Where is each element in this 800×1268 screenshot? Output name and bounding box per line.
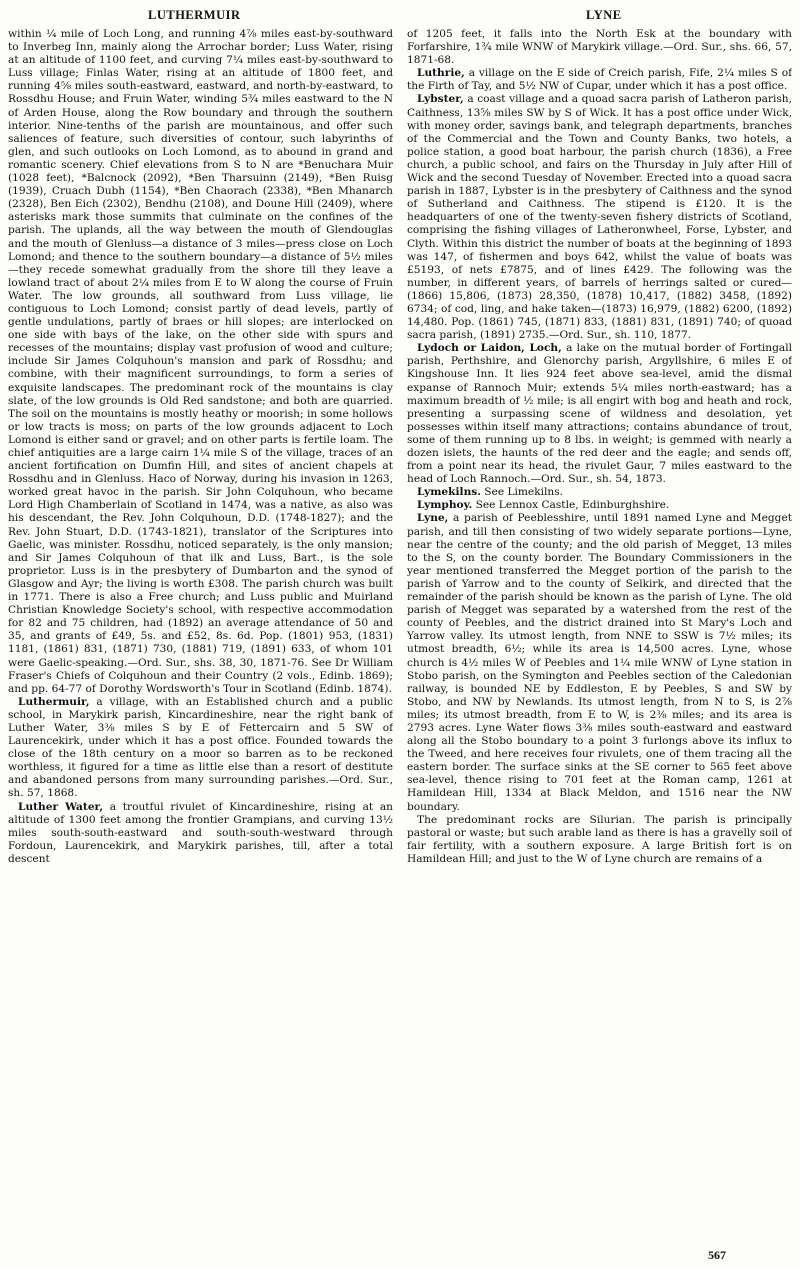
page-number: 567 xyxy=(708,1248,726,1262)
entry-text: within ¼ mile of Loch Long, and running 4⅞ miles east-by-southward to Inverbeg Inn, mainly along the Arrochar border; Luss Water, rising at an altitude of 1100 feet, and curving 7¼ miles east-by-southward to Luss village; Finlas Water, rising at an altitude of 1800 feet, and running 4⅝ miles south-eastward, eastward, and north-by-eastward, to Rossdhu House; and Fruin Water, winding 5¾ miles eastward to the N of Arden House, along the Row boundary and through the southern interior. Nine-tenths of the parish are mountainous, and offer such saliences of feature, such diversities of contour, such labyrinths of glen, and such outlooks on Loch Lomond, as to abound in grand and romantic scenery. Chief elevations from S to N are *Benuchara Muir (1028 feet), *Balcnock (2092), *Ben Tharsuinn (2149), *Ben Ruisg (1939), Cruach Dubh (1154), *Ben Chaorach (2338), *Ben Mhanarch (2328), Ben Eich (2302), Bendhu (2108), and Doune Hill (2409), where asterisks mark those summits that culminate on the confines of the parish. The uplands, all the way between the mouth of Glendouglas and the mouth of Glenluss—a distance of 3 miles—press close on Loch Lomond; and thence to the southern boundary—a distance of 5½ miles—they recede somewhat gradually from the shore till they leave a lowland tract of about 2¼ miles from E to W along the course of Fruin Water. The low grounds, all southward from Luss village, lie contiguous to Loch Lomond; consist partly of dead levels, partly of gentle undulations, partly of braes or hill slopes; are interlocked on one side with bays of the lake, on the other side with spurs and recesses of the mountains; display vast profusion of wood and culture; include Sir James Colquhoun's mansion and park of Rossdhu; and combine, with their magnificent surroundings, to form a series of exquisite landscapes. The predominant rock of the mountains is clay slate, of the low grounds is Old Red sandstone; and both are quarried. The soil on the mountains is mostly heathy or moorish; in some hollows or low tracts is moss; on parts of the low grounds adjacent to Loch Lomond is either sand or gravel; and on other parts is fertile loam. The chief antiquities are a large cairn 1¼ mile S of the village, traces of an ancient fortification on Dumfin Hill, and sites of ancient chapels at Rossdhu and in Glenluss. Haco of Norway, during his invasion in 1263, worked great havoc in the parish. Sir John Colquhoun, who became Lord High Chamberlain of Scotland in 1474, was a native, as also was his descendant, the Rev. John Colquhoun, D.D. (1748-1827); and the Rev. John Stuart, D.D. (1743-1821), translator of the Scriptures into Gaelic, was minister. Rossdhu, noticed separately, is the only mansion; and Sir James Colquhoun of that ilk and Luss, Bart., is the sole proprietor. Luss is in the presbytery of Dumbarton and the synod of Glasgow and Ayr; the living is worth £308. The parish church was built in 1771. There is also a Free church; and Luss public and Muirland Christian Knowledge Society's school, with respective accommodation for 82 and 75 children, had (1892) an average attendance of 50 and 35, and grants of £49, 5s. and £52, 8s. 6d. Pop. (1801) 953, (1831) 1181, (1861) 831, (1871) 730, (1881) 719, (1891) 633, of whom 101 were Gaelic-speaking.—Ord. Sur., shs. 38, 30, 1871-76. See Dr William Fraser's Chiefs of Colquhoun and their Country (2 vols., Edinb. 1869); and pp. 64-77 of Dorothy Wordsworth's Tour in Scotland (Edinb. 1874). xyxy=(8,28,393,695)
entry-heading: Lymphoy. xyxy=(417,499,473,512)
entry-luthermuir xyxy=(8,696,393,801)
entry-heading: Luthermuir, xyxy=(18,695,90,708)
entry-text: See Lennox Castle, Edinburghshire. xyxy=(472,499,670,512)
entry-lyne xyxy=(407,512,792,813)
entry-lydoch xyxy=(407,342,792,486)
entry-text: a troutful rivulet of Kincardineshire, rising at an altitude of 1300 feet among the frontier Grampians, and curving 13½ miles south-south-eastward and south-south-westward through Fordoun, Laurencekirk, and Marykirk parishes, till, after a total descent xyxy=(8,800,393,865)
entry-luss-continued xyxy=(8,28,393,696)
entry-heading: Lyne, xyxy=(417,512,449,525)
right-column xyxy=(407,28,792,1244)
entry-text: a coast village and a quoad sacra parish of Latheron parish, Caithness, 13⅝ miles SW by S of Wick. It has a post office under Wick, with money order, savings bank, and telegraph departments, branches of the Commercial and the Town and County Banks, two hotels, a police station, a good boat harbour, the parish church (1836), a Free church, a public school, and fairs on the Thursday in July after Hill of Wick and the second Tuesday of November. Erected into a quoad sacra parish in 1887, Lybster is in the presbytery of Caithness and the synod of Sutherland and Caithness. The stipend is £120. It is the headquarters of one of the twenty-seven fishery districts of Scotland, comprising the fishing villages of Latheronwheel, Forse, Lybster, and Clyth. Within this district the number of boats at the beginning of 1893 was 147, of fishermen and boys 642, whilst the value of boats was £5193, of nets £7875, and of lines £429. The following was the number, in different years, of barrels of herrings salted or cured—(1866) 15,806, (1873) 28,350, (1878) 10,417, (1882) 3458, (1892) 6734; of cod, ling, and hake taken—(1873) 16,979, (1882) 6200, (1892) 14,480. Pop. (1861) 745, (1871) 833, (1881) 831, (1891) 740; of quoad sacra parish, (1891) 2735.—Ord. Sur., sh. 110, 1877. xyxy=(407,93,792,342)
text-columns xyxy=(8,28,792,1244)
entry-heading: Lybster, xyxy=(417,93,464,106)
entry-heading: Luther Water, xyxy=(18,800,104,813)
entry-text: a lake on the mutual border of Fortingall parish, Perthshire, and Glenorchy parish, Argyllshire, 6 miles E of Kingshouse Inn. It lies 924 feet above sea-level, amid the dismal expanse of Rannoch Muir; extends 5¼ miles north-eastward; has a maximum breadth of ½ mile; is all engirt with bog and heath and rock, presenting a surpassing scene of wildness and desolation, yet possesses within itself many attractions; contains abundance of trout, some of them running up to 8 lbs. in weight; is gemmed with nearly a dozen islets, the haunts of the red deer and the eagle; and sends off, from a point near its head, the rivulet Gaur, 7 miles eastward to the head of Loch Rannoch.—Ord. Sur., sh. 54, 1873. xyxy=(407,342,792,486)
entry-heading: Luthrie, xyxy=(417,67,465,80)
entry-text: The predominant rocks are Silurian. The parish is principally pastoral or waste; but such arable land as there is has a gravelly soil of fair fertility, with a southern exposure. A large British fort is on Hamildean Hill; and just to the W of Lyne church are remains of a xyxy=(407,813,792,865)
entry-text: a village, with an Established church and a public school, in Marykirk parish, Kincardineshire, near the right bank of Luther Water, 3⅜ miles S by E of Fettercairn and 5 SW of Laurencekirk, under which it has a post office. Founded towards the close of the 18th century on a moor so barren as to be reckoned worthless, it figured for a time as little else than a resort of destitute and abandoned persons from many surrounding parishes.—Ord. Sur., sh. 57, 1868. xyxy=(8,695,393,800)
entry-lymphoy xyxy=(407,499,792,512)
entry-text: a village on the E side of Creich parish, Fife, 2¼ miles S of the Firth of Tay, and 5½ NW of Cupar, under which it has a post office. xyxy=(407,67,792,93)
entry-text: See Limekilns. xyxy=(480,486,564,499)
running-head xyxy=(8,6,792,28)
entry-text: of 1205 feet, it falls into the North Esk at the boundary with Forfarshire, 1¾ mile WNW of Marykirk village.—Ord. Sur., shs. 66, 57, 1871-68. xyxy=(407,28,792,67)
entry-heading: Lymekilns. xyxy=(417,486,481,499)
entry-luther-water xyxy=(8,801,393,866)
entry-lyne-rocks xyxy=(407,814,792,866)
header-right-title: LYNE xyxy=(586,8,622,22)
entry-luther-water-continued xyxy=(407,28,792,67)
entry-lymekilns xyxy=(407,486,792,499)
entry-heading: Lydoch or Laidon, Loch, xyxy=(417,342,562,355)
left-column xyxy=(8,28,393,1244)
entry-luthrie xyxy=(407,67,792,93)
entry-lybster xyxy=(407,93,792,342)
entry-text: a parish of Peeblesshire, until 1891 named Lyne and Megget parish, and till then consisting of two widely separate portions—Lyne, near the centre of the county; and the old parish of Megget, 13 miles to the S, on the county border. The Boundary Commissioners in the year mentioned transferred the Megget portion of the parish to the parish of Yarrow and to the county of Selkirk, and directed that the remainder of the parish should be known as the parish of Lyne. The old parish of Megget was separated by a watershed from the rest of the county of Peebles, and the district drained into St Mary's Loch and Yarrow valley. Its utmost length, from NNE to SSW is 7½ miles; its utmost breadth, 6½; while its area is 14,500 acres. Lyne, whose church is 4½ miles W of Peebles and 1¼ mile WNW of Lyne station in Stobo parish, on the Symington and Peebles section of the Caledonian railway, is bounded NE by Eddleston, E by Peebles, S and SW by Stobo, and NW by Newlands. Its utmost length, from N to S, is 2⅞ miles; its utmost breadth, from E to W, is 2⅜ miles; and its area is 2793 acres. Lyne Water flows 3⅜ miles south-eastward and eastward along all the Stobo boundary to a point 3 furlongs above its influx to the Tweed, and here receives four rivulets, one of them tracing all the eastern border. The surface sinks at the SE corner to 565 feet above sea-level, thence rising to 701 feet at the Roman camp, 1261 at Hamildean Hill, 1334 at Black Meldon, and 1516 near the NW boundary. xyxy=(407,512,792,813)
header-left-title: LUTHERMUIR xyxy=(148,8,241,22)
